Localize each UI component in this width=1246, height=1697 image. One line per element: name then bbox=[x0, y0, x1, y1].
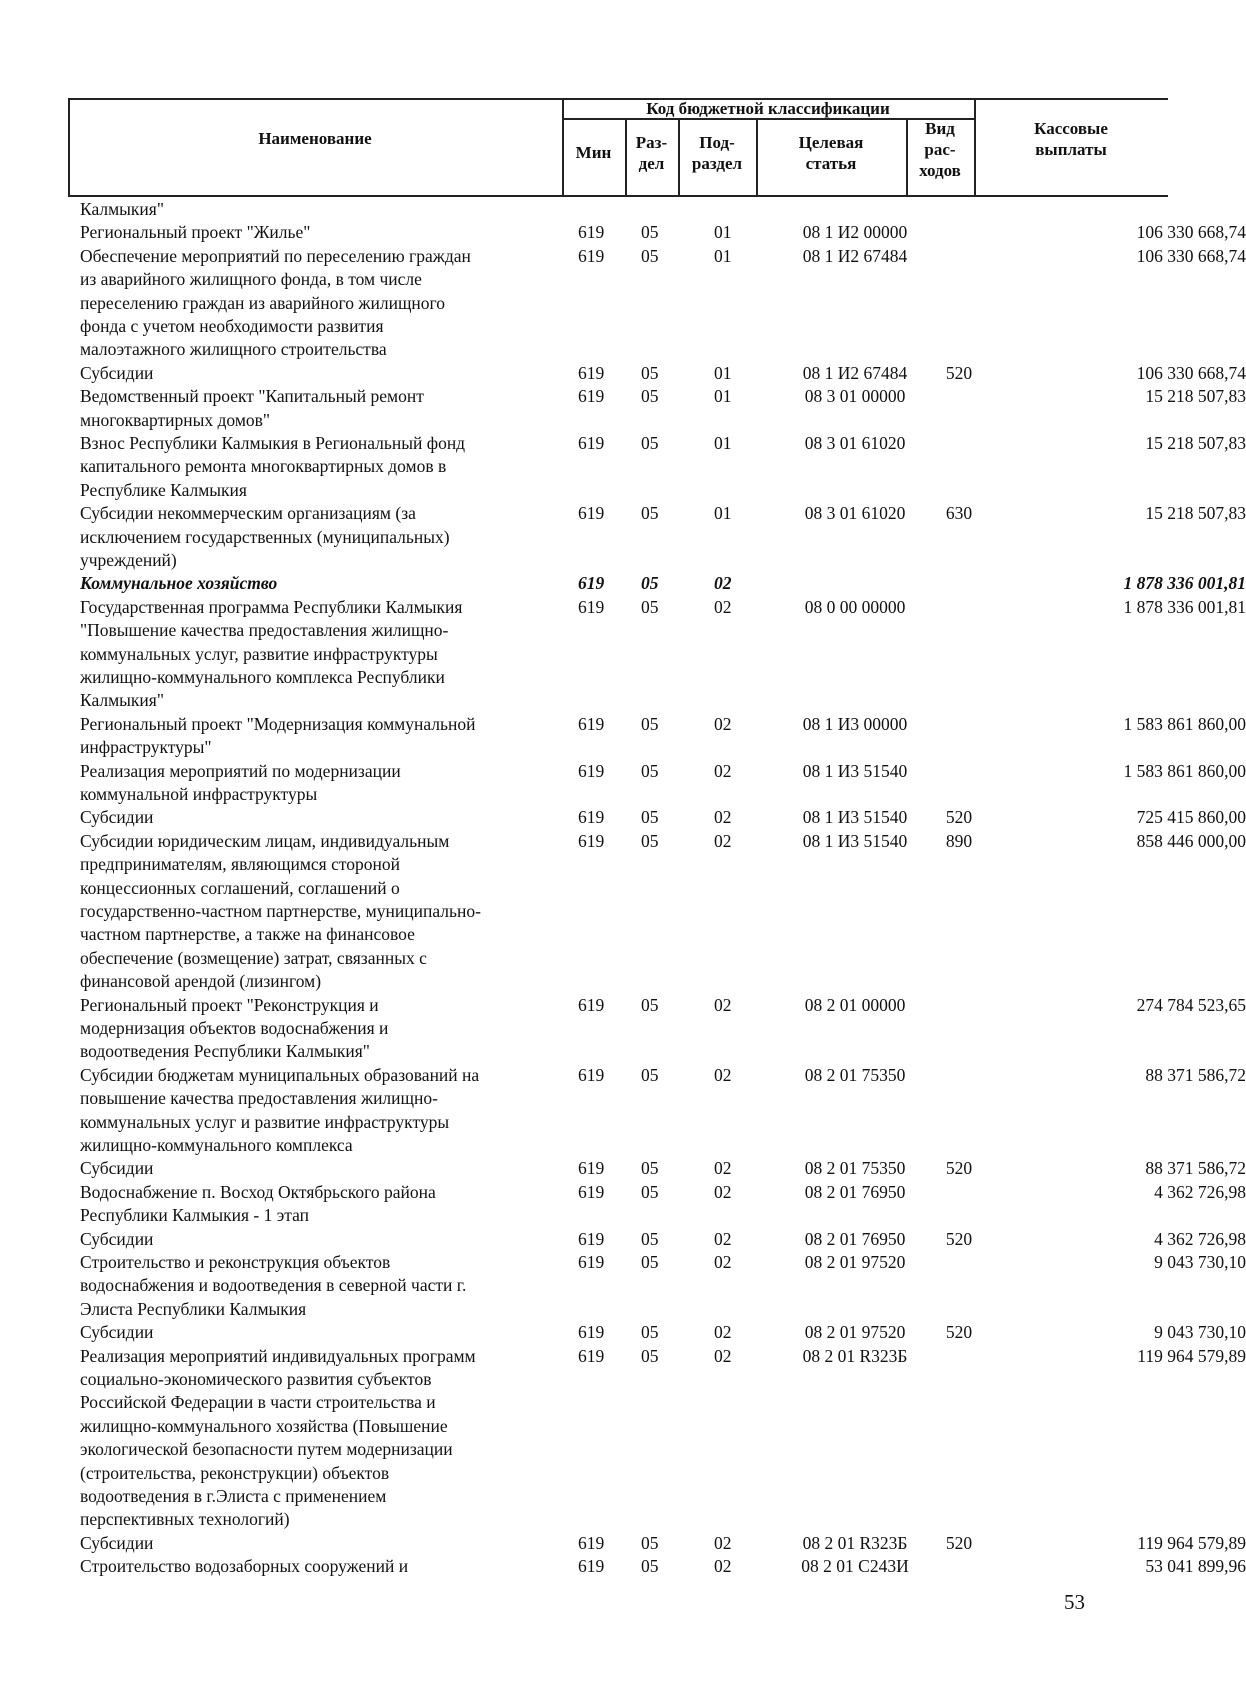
row-min: 619 bbox=[578, 1181, 605, 1202]
row-name: Обеспечение мероприятий по переселению граждан из аварийного жилищного фонда, в том числе переселению граждан из аварийного жилищного фонда с учетом необходимости развития малоэтажного жилищного строительства bbox=[80, 245, 471, 360]
row-vid: 520 bbox=[945, 362, 973, 383]
row-podrazdel: 01 bbox=[714, 386, 732, 407]
row-podrazdel: 02 bbox=[714, 1556, 732, 1577]
row-min: 619 bbox=[578, 830, 605, 851]
row-razdel: 05 bbox=[641, 433, 659, 453]
row-podrazdel: 01 bbox=[714, 222, 732, 243]
row-podrazdel: 02 bbox=[714, 1181, 732, 1202]
row-celevaya: 08 3 01 61020 bbox=[804, 433, 906, 453]
row-name: Региональный проект "Жилье" bbox=[80, 222, 311, 243]
row-min: 619 bbox=[578, 362, 605, 383]
row-razdel: 05 bbox=[641, 1345, 659, 1366]
row-podrazdel: 02 bbox=[714, 1158, 732, 1179]
row-razdel: 05 bbox=[641, 503, 659, 524]
row-celevaya: 08 2 01 00000 bbox=[804, 994, 906, 1015]
row-razdel: 05 bbox=[641, 386, 659, 407]
row-razdel: 05 bbox=[641, 1158, 659, 1179]
row-vid: 520 bbox=[945, 1322, 973, 1343]
row-podrazdel: 02 bbox=[714, 830, 732, 851]
row-sum: 725 415 860,00 bbox=[1136, 807, 1246, 828]
row-podrazdel: 02 bbox=[714, 1322, 732, 1343]
row-razdel: 05 bbox=[641, 1556, 659, 1577]
row-sum: 9 043 730,10 bbox=[1154, 1252, 1246, 1272]
row-vid: 520 bbox=[945, 1532, 973, 1553]
row-celevaya: 08 2 01 75350 bbox=[804, 1158, 906, 1179]
row-podrazdel: 02 bbox=[714, 573, 732, 594]
row-podrazdel: 02 bbox=[714, 1532, 732, 1553]
header-min: Мин bbox=[575, 143, 612, 162]
row-celevaya: 08 2 01 97520 bbox=[804, 1252, 906, 1272]
row-vid: 520 bbox=[945, 807, 973, 828]
row-sum: 53 041 899,96 bbox=[1145, 1556, 1246, 1577]
row-min: 619 bbox=[578, 1158, 605, 1179]
row-sum: 15 218 507,83 bbox=[1145, 503, 1246, 524]
header-vid: Вид рас- ходов bbox=[919, 119, 961, 180]
row-celevaya: 08 2 01 С243И bbox=[801, 1556, 909, 1577]
row-min: 619 bbox=[578, 1532, 605, 1553]
row-razdel: 05 bbox=[641, 1532, 659, 1553]
row-razdel: 05 bbox=[641, 807, 659, 828]
row-sum: 1 583 861 860,00 bbox=[1123, 760, 1246, 781]
row-name: Субсидии некоммерческим организациям (за исключением государственных (муниципальных) учреждений) bbox=[80, 503, 450, 570]
row-name: Ведомственный проект "Капитальный ремонт многоквартирных домов" bbox=[80, 386, 424, 430]
row-sum: 119 964 579,89 bbox=[1137, 1345, 1246, 1366]
row-min: 619 bbox=[578, 1228, 605, 1249]
row-razdel: 05 bbox=[641, 362, 659, 383]
row-podrazdel: 01 bbox=[714, 245, 732, 266]
row-sum: 9 043 730,10 bbox=[1154, 1322, 1246, 1343]
row-podrazdel: 02 bbox=[714, 994, 732, 1015]
row-sum: 106 330 668,74 bbox=[1136, 362, 1246, 383]
row-min: 619 bbox=[578, 1252, 605, 1272]
table-header bbox=[68, 98, 1168, 196]
row-name: Государственная программа Республики Калмыкия "Повышение качества предоставления жилищно- коммунальных услуг, развитие инфраструктуры жилищно-коммунального комплекса Республики Калмыкия" bbox=[80, 596, 463, 711]
row-razdel: 05 bbox=[641, 994, 659, 1015]
row-podrazdel: 01 bbox=[714, 503, 732, 524]
row-min: 619 bbox=[578, 1064, 605, 1085]
row-min: 619 bbox=[578, 222, 605, 243]
row-razdel: 05 bbox=[641, 1181, 659, 1202]
row-podrazdel: 02 bbox=[714, 807, 732, 828]
row-razdel: 05 bbox=[641, 760, 659, 781]
row-podrazdel: 02 bbox=[714, 1252, 732, 1272]
row-min: 619 bbox=[578, 596, 605, 617]
row-sum: 4 362 726,98 bbox=[1154, 1228, 1246, 1249]
row-min: 619 bbox=[578, 386, 605, 407]
row-razdel: 05 bbox=[641, 1228, 659, 1249]
row-podrazdel: 02 bbox=[714, 1228, 732, 1249]
row-celevaya: 08 3 01 00000 bbox=[804, 386, 906, 407]
row-razdel: 05 bbox=[641, 1252, 659, 1272]
row-sum: 88 371 586,72 bbox=[1145, 1064, 1246, 1085]
row-celevaya: 08 1 И3 51540 bbox=[802, 830, 908, 851]
row-name: Калмыкия" bbox=[80, 199, 164, 219]
row-celevaya: 08 1 И3 51540 bbox=[802, 807, 908, 828]
row-name: Региональный проект "Реконструкция и модернизация объектов водоснабжения и водоотведения Республики Калмыкия" bbox=[80, 994, 389, 1062]
row-celevaya: 08 0 00 00000 bbox=[804, 596, 906, 617]
row-sum: 4 362 726,98 bbox=[1154, 1181, 1246, 1202]
row-celevaya: 08 2 01 R323Б bbox=[802, 1532, 908, 1553]
header-sum: Кассовые выплаты bbox=[1034, 119, 1108, 159]
row-podrazdel: 02 bbox=[714, 760, 732, 781]
row-min: 619 bbox=[578, 713, 605, 734]
row-sum: 88 371 586,72 bbox=[1145, 1158, 1246, 1179]
row-name: Субсидии юридическим лицам, индивидуальным предпринимателям, являющимся стороной концессионных соглашений, соглашений о государственно-частном партнерстве, муниципально- частном партнерстве, а также на финансовое обеспечение (возмещение) затрат, связанных с финансовой арендой (лизингом) bbox=[80, 830, 481, 992]
row-celevaya: 08 2 01 76950 bbox=[804, 1228, 906, 1249]
row-sum: 1 583 861 860,00 bbox=[1123, 713, 1246, 734]
row-name: Субсидии bbox=[80, 1322, 154, 1343]
row-podrazdel: 02 bbox=[714, 713, 732, 734]
row-name: Реализация мероприятий по модернизации коммунальной инфраструктуры bbox=[80, 760, 401, 804]
header-celevaya: Целевая статья bbox=[798, 133, 864, 173]
row-vid: 520 bbox=[945, 1228, 973, 1249]
row-min: 619 bbox=[578, 1322, 605, 1343]
row-name: Взнос Республики Калмыкия в Региональный фонд капитального ремонта многоквартирных домов в Республике Калмыкия bbox=[80, 433, 466, 500]
row-name: Субсидии бюджетам муниципальных образований на повышение качества предоставления жилищно- коммунальных услуг и развитие инфраструктуры жилищно-коммунального комплекса bbox=[80, 1064, 480, 1156]
row-razdel: 05 bbox=[641, 222, 659, 243]
row-podrazdel: 01 bbox=[714, 362, 732, 383]
row-name: Коммунальное хозяйство bbox=[80, 573, 278, 594]
row-celevaya: 08 1 И2 67484 bbox=[802, 362, 908, 383]
row-name: Водоснабжение п. Восход Октябрьского района Республики Калмыкия - 1 этап bbox=[80, 1181, 436, 1226]
row-name: Региональный проект "Модернизация коммунальной инфраструктуры" bbox=[80, 713, 476, 758]
row-min: 619 bbox=[578, 994, 605, 1015]
row-razdel: 05 bbox=[641, 713, 659, 734]
row-vid: 890 bbox=[945, 830, 973, 851]
row-min: 619 bbox=[578, 503, 605, 524]
row-min: 619 bbox=[578, 573, 605, 594]
row-razdel: 05 bbox=[641, 596, 659, 617]
row-podrazdel: 01 bbox=[714, 433, 732, 453]
row-min: 619 bbox=[578, 245, 605, 266]
row-name: Субсидии bbox=[80, 807, 154, 828]
header-razdel: Раз- дел bbox=[635, 133, 668, 173]
header-code-group: Код бюджетной классификации bbox=[646, 99, 890, 118]
row-celevaya: 08 1 И2 67484 bbox=[802, 245, 908, 266]
row-podrazdel: 02 bbox=[714, 1345, 732, 1366]
row-min: 619 bbox=[578, 807, 605, 828]
row-celevaya: 08 2 01 R323Б bbox=[802, 1345, 908, 1366]
row-name: Субсидии bbox=[80, 362, 154, 383]
row-razdel: 05 bbox=[641, 830, 659, 851]
row-sum: 274 784 523,65 bbox=[1136, 994, 1246, 1015]
row-celevaya: 08 1 И2 00000 bbox=[802, 222, 908, 243]
row-sum: 106 330 668,74 bbox=[1136, 245, 1246, 266]
row-vid: 520 bbox=[945, 1158, 973, 1179]
row-name: Субсидии bbox=[80, 1532, 154, 1553]
row-podrazdel: 02 bbox=[714, 1064, 732, 1085]
row-celevaya: 08 2 01 97520 bbox=[804, 1322, 906, 1343]
page-number: 53 bbox=[1064, 1590, 1085, 1614]
row-min: 619 bbox=[578, 1556, 605, 1577]
row-razdel: 05 bbox=[641, 245, 659, 266]
row-name: Субсидии bbox=[80, 1158, 154, 1179]
row-sum: 15 218 507,83 bbox=[1145, 433, 1246, 453]
row-name: Строительство водозаборных сооружений и bbox=[80, 1556, 409, 1577]
row-celevaya: 08 2 01 76950 bbox=[804, 1181, 906, 1202]
row-razdel: 05 bbox=[641, 573, 659, 594]
row-vid: 630 bbox=[945, 503, 973, 524]
row-celevaya: 08 2 01 75350 bbox=[804, 1064, 906, 1085]
row-sum: 15 218 507,83 bbox=[1145, 386, 1246, 407]
row-sum: 106 330 668,74 bbox=[1136, 222, 1246, 243]
row-sum: 1 878 336 001,81 bbox=[1123, 596, 1246, 617]
row-sum: 1 878 336 001,81 bbox=[1123, 573, 1246, 594]
row-name: Реализация мероприятий индивидуальных программ социально-экономического развития субъектов Российской Федерации в части строительства и жилищно-коммунального хозяйства (Повышение экологической безопасности путем модернизации (строительства, реконструкции) объектов водоотведения в г.Элиста с применением перспективных технологий) bbox=[80, 1345, 476, 1530]
header-podrazdel: Под- раздел bbox=[691, 133, 743, 173]
row-podrazdel: 02 bbox=[714, 596, 732, 617]
row-sum: 119 964 579,89 bbox=[1137, 1532, 1246, 1553]
row-name: Строительство и реконструкция объектов водоснабжения и водоотведения в северной части г. Элиста Республики Калмыкия bbox=[80, 1252, 467, 1319]
row-celevaya: 08 3 01 61020 bbox=[804, 503, 906, 524]
row-min: 619 bbox=[578, 433, 605, 453]
row-razdel: 05 bbox=[641, 1064, 659, 1085]
row-celevaya: 08 1 И3 51540 bbox=[802, 760, 908, 781]
row-min: 619 bbox=[578, 760, 605, 781]
row-min: 619 bbox=[578, 1345, 605, 1366]
row-sum: 858 446 000,00 bbox=[1136, 830, 1246, 851]
row-celevaya: 08 1 И3 00000 bbox=[802, 713, 908, 734]
header-name: Наименование bbox=[258, 129, 372, 148]
row-name: Субсидии bbox=[80, 1228, 154, 1249]
row-razdel: 05 bbox=[641, 1322, 659, 1343]
